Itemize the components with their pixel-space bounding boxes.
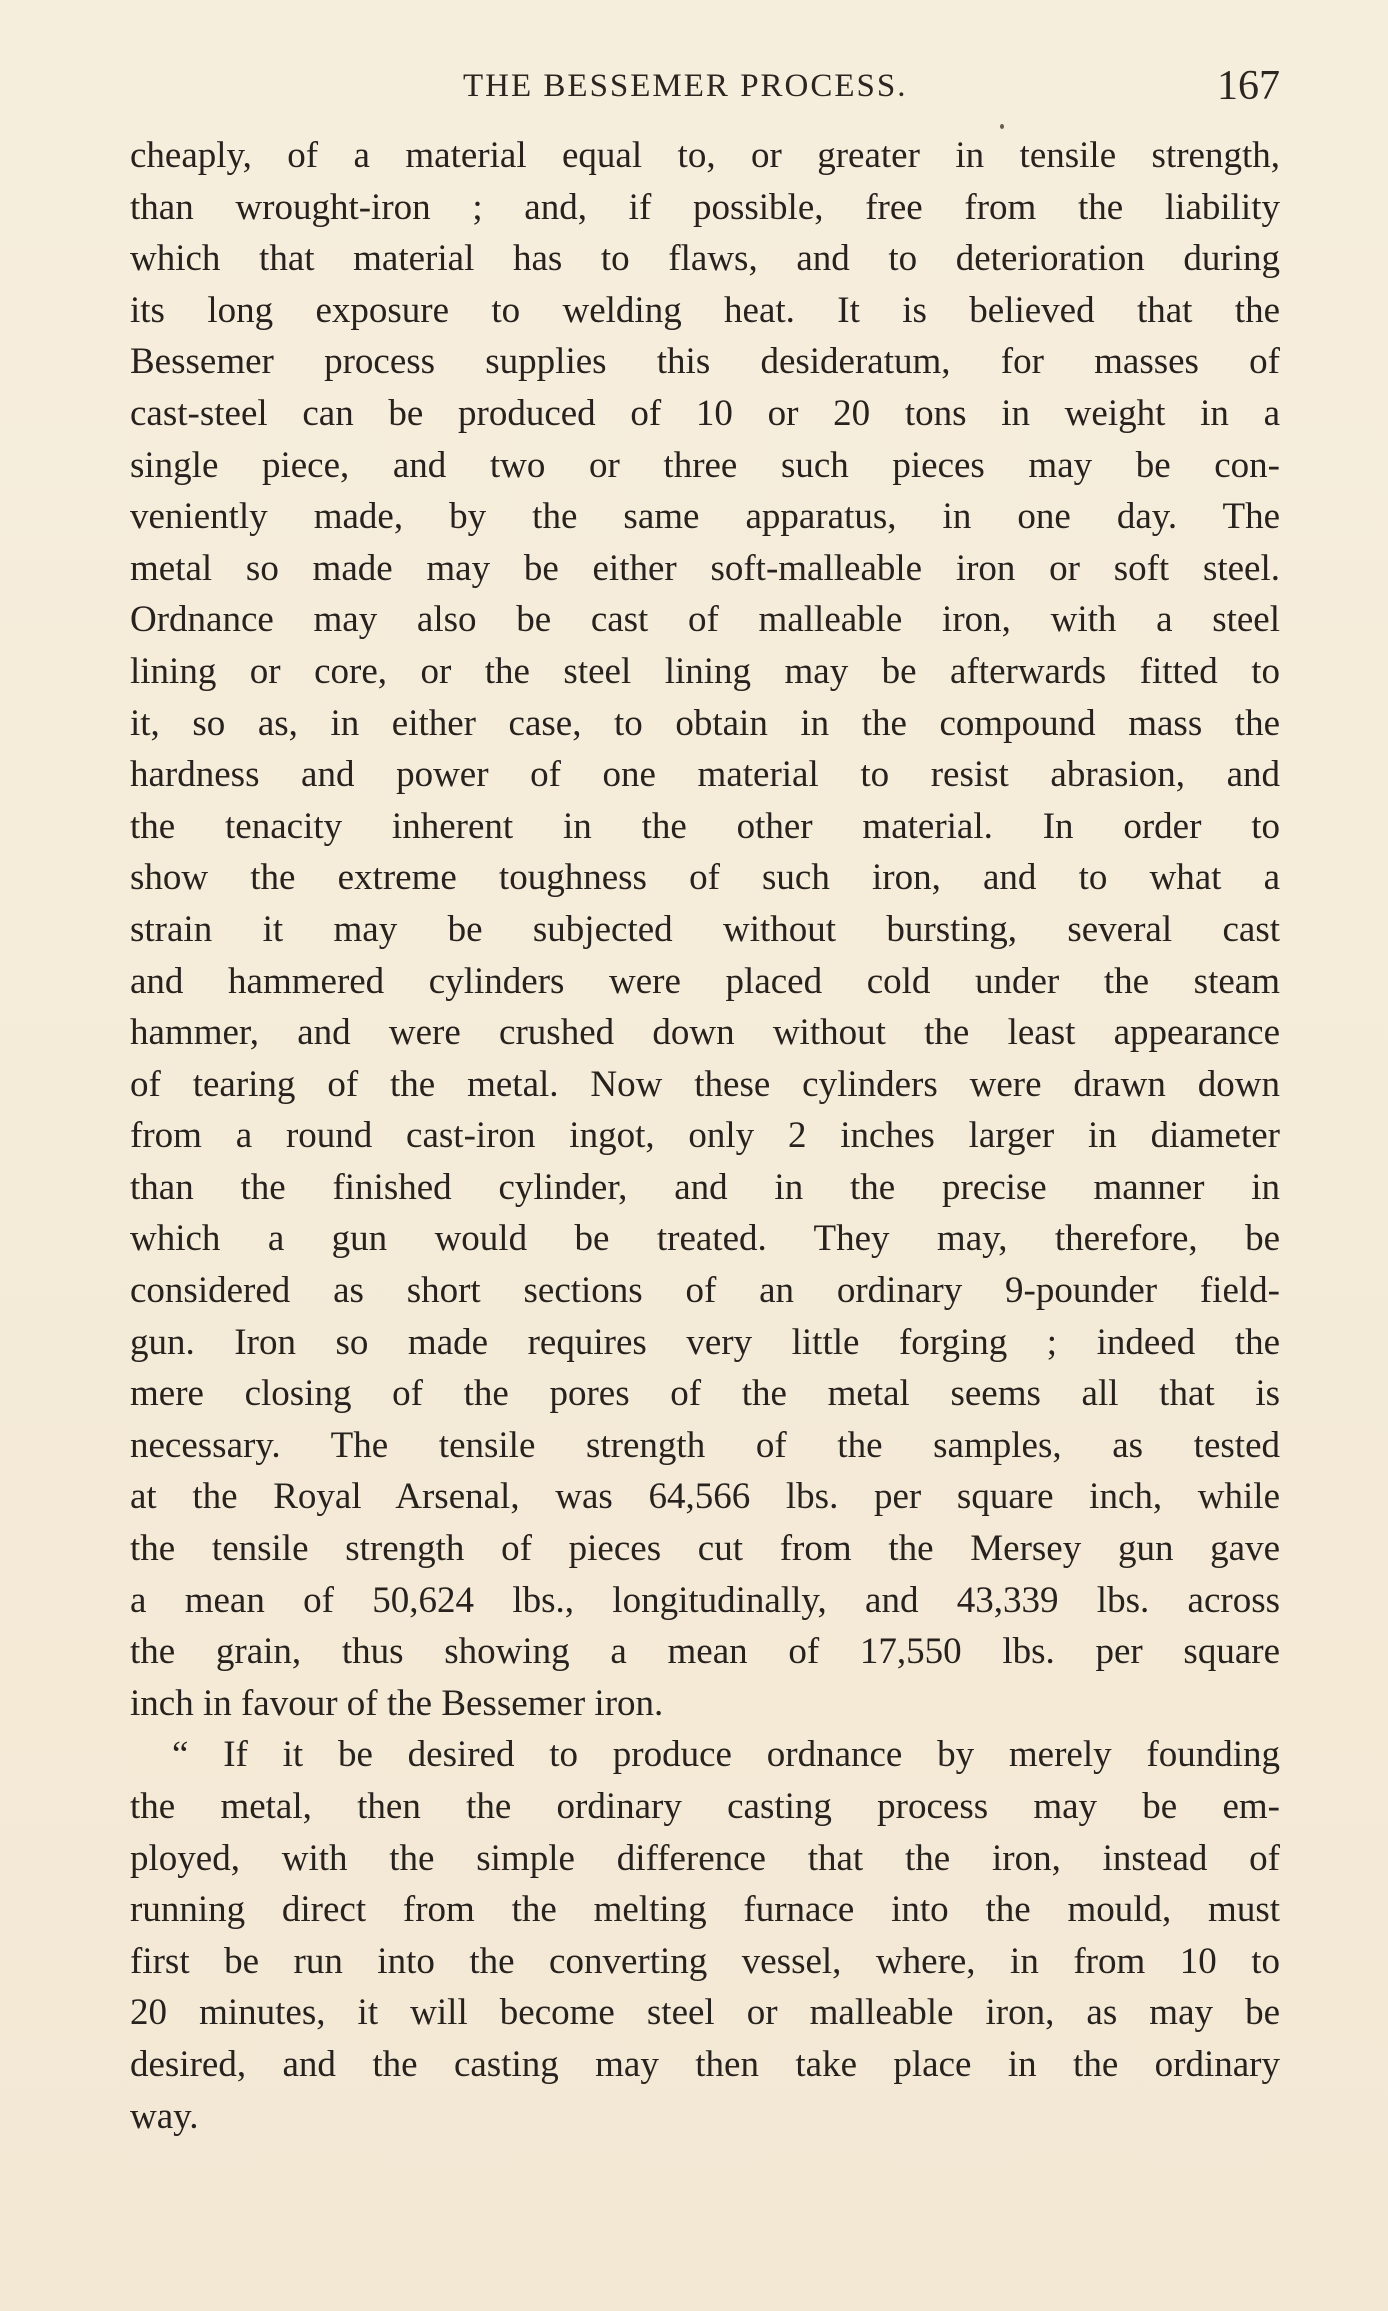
text-line: cast-steel can be produced of 10 or 20 tons in weight in a (130, 392, 1280, 434)
text-line: way. (130, 2095, 199, 2137)
page-number: 167 (1217, 63, 1280, 109)
text-line: it, so as, in either case, to obtain in the compound mass the (130, 702, 1280, 744)
paragraph-1 (130, 130, 1280, 1729)
text-line: considered as short sections of an ordinary 9-pounder field- (130, 1270, 1280, 1312)
text-line: of tearing of the metal. Now these cylinders were drawn down (130, 1063, 1280, 1105)
text-line: 20 minutes, it will become steel or malleable iron, as may be (130, 1992, 1280, 2034)
text-line: and hammered cylinders were placed cold under the steam (130, 960, 1280, 1002)
paragraph-2 (130, 1729, 1280, 2142)
text-line: “ If it be desired to produce ordnance by merely founding (172, 1734, 1280, 1776)
text-line: the grain, thus showing a mean of 17,550 lbs. per square (130, 1631, 1280, 1673)
text-line: which a gun would be treated. They may, therefore, be (130, 1218, 1280, 1260)
text-line: hardness and power of one material to resist abrasion, and (130, 754, 1280, 796)
text-line: inch in favour of the Bessemer iron. (130, 1682, 664, 1724)
text-line: than wrought-iron ; and, if possible, free from the liability (130, 186, 1280, 228)
text-line: veniently made, by the same apparatus, in one day. The (130, 496, 1280, 538)
text-line: strain it may be subjected without bursting, several cast (130, 908, 1280, 950)
text-line: at the Royal Arsenal, was 64,566 lbs. per square inch, while (130, 1476, 1280, 1518)
text-line: cheaply, of a material equal to, or greater in tensile strength, (130, 135, 1280, 176)
running-title: THE BESSEMER PROCESS. (463, 68, 908, 104)
text-line: first be run into the converting vessel, where, in from 10 to (130, 1940, 1280, 1982)
text-line: Ordnance may also be cast of malleable iron, with a steel (130, 599, 1280, 641)
text-line: than the finished cylinder, and in the precise manner in (130, 1166, 1280, 1208)
text-line: the tenacity inherent in the other material. In order to (130, 805, 1280, 847)
text-line: its long exposure to welding heat. It is believed that the (130, 289, 1280, 331)
text-line: the metal, then the ordinary casting process may be em- (130, 1786, 1280, 1827)
text-line: metal so made may be either soft-malleable iron or soft steel. (130, 547, 1280, 589)
text-line: desired, and the casting may then take place in the ordinary (130, 2043, 1280, 2085)
text-line: show the extreme toughness of such iron, and to what a (130, 857, 1280, 899)
text-line: which that material has to flaws, and to deterioration during (130, 238, 1280, 280)
text-line: Bessemer process supplies this desideratum, for masses of (130, 341, 1280, 383)
text-line: single piece, and two or three such pieces may be con- (130, 444, 1280, 486)
text-line: lining or core, or the steel lining may be afterwards fitted to (130, 650, 1280, 692)
print-speck (1000, 124, 1004, 129)
running-header (130, 62, 1280, 110)
text-line: gun. Iron so made requires very little forging ; indeed the (130, 1321, 1280, 1363)
text-line: hammer, and were crushed down without the least appearance (130, 1012, 1280, 1054)
text-line: ployed, with the simple difference that the iron, instead of (130, 1837, 1280, 1879)
body-text (130, 130, 1280, 2142)
text-line: from a round cast-iron ingot, only 2 inches larger in diameter (130, 1115, 1280, 1157)
text-line: mere closing of the pores of the metal seems all that is (130, 1373, 1280, 1415)
text-line: the tensile strength of pieces cut from the Mersey gun gave (130, 1528, 1280, 1570)
text-line: necessary. The tensile strength of the samples, as tested (130, 1424, 1280, 1466)
text-line: running direct from the melting furnace into the mould, must (130, 1889, 1280, 1931)
text-line: a mean of 50,624 lbs., longitudinally, and 43,339 lbs. across (130, 1579, 1280, 1621)
